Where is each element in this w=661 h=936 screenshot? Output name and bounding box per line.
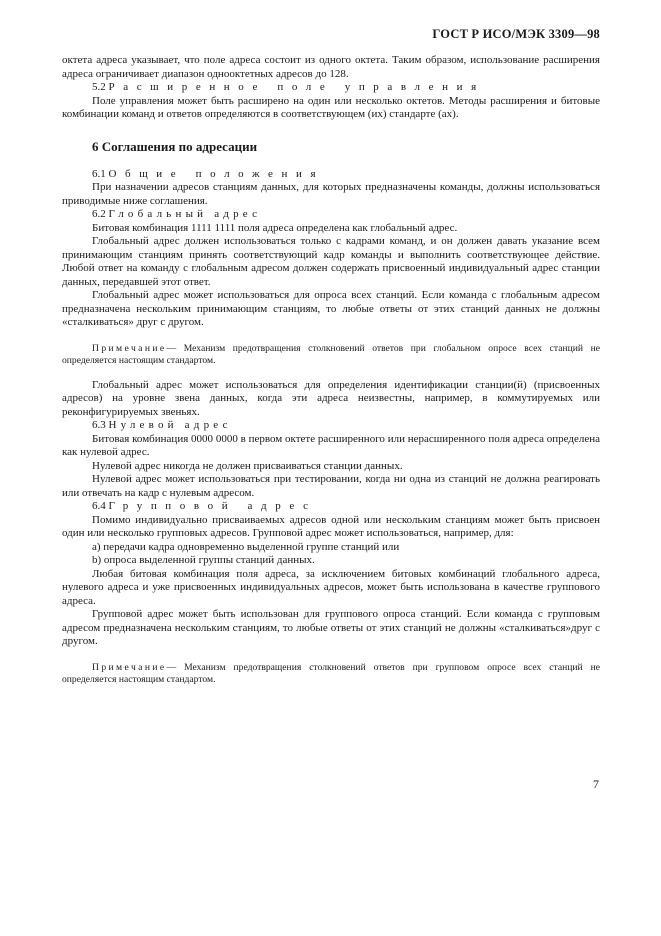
note-text: — Механизм предотвращения столкновений ответов при групповом опросе всех станций не определяется настоящим стандартом. — [62, 661, 600, 685]
note — [62, 662, 600, 686]
subsection-heading-6-3 — [62, 419, 600, 433]
paragraph: Поле управления может быть расширено на один или несколько октетов. Методы расширения и битовые комбинации команд и ответов определяются в соответствующем (их) стандарте (ах). — [62, 94, 600, 120]
paragraph: октета адреса указывает, что поле адреса состоит из одного октета. Таким образом, использование расширения адреса ограничивает диапазон однооктетных адресов до 128. — [62, 54, 600, 80]
paragraph: Битовая комбинация 1111 1111 поля адреса определена как глобальный адрес. — [92, 221, 458, 234]
subsection-title: Нулевой адрес — [108, 419, 232, 431]
paragraph: Помимо индивидуально присваиваемых адресов одной или нескольким станциям может быть присвоен один или несколько групповых адресов. Групповой адрес может использоваться, например, для: — [62, 513, 600, 539]
paragraph: Нулевой адрес может использоваться при тестировании, когда ни одна из станций не должна реагировать или отвечать на кадр с нулевым адресом. — [62, 473, 600, 499]
subsection-number: 6.2 — [92, 208, 106, 220]
subsection-title: Расширенное поле управления — [108, 81, 485, 93]
paragraph: Нулевой адрес никогда не должен присваиваться станции данных. — [92, 459, 403, 472]
subsection-heading-5-2 — [62, 81, 600, 95]
subsection-number: 6.1 — [92, 167, 106, 180]
note — [62, 343, 600, 367]
subsection-title: Глобальный адрес — [108, 208, 262, 220]
paragraph: Глобальный адрес должен использоваться только с кадрами команд, и он должен давать указание всем принимающим станциям принять соответствующий кадр команды и выполнить соответствующее действие. Любой ответ на команду с глобальным адресом должен содержать присвоенный индивидуальный адрес станции данных, передавшей этот ответ. — [62, 235, 600, 288]
subsection-heading-6-2 — [62, 208, 600, 222]
subsection-title: Групповой адрес — [108, 500, 317, 512]
note-text: — Механизм предотвращения столкновений ответов при глобальном опросе всех станций не определяется настоящим стандартом. — [62, 342, 600, 366]
subsection-number: 5.2 — [92, 81, 106, 93]
note-label: Примечание — [92, 661, 167, 673]
subsection-heading-6-4 — [62, 500, 600, 514]
note-label: Примечание — [92, 342, 167, 354]
paragraph: Глобальный адрес может использоваться для определения идентификации станции(й) (присвоенных адресов) на уровне звена данных, когда эти адреса неизвестны, например, в коммутируемых или реконфигурируемых звеньях. — [62, 378, 600, 418]
page-number: 7 — [593, 777, 599, 791]
section-heading-6: 6 Соглашения по адресации — [92, 138, 258, 154]
paragraph: Групповой адрес может быть использован для группового опроса станций. Если команда с групповым адресом предназначена нескольким станциям, то любые ответы от этих станций не должны «сталкиваться»друг с другом. — [62, 608, 600, 647]
paragraph: Битовая комбинация 0000 0000 в первом октете расширенного или нерасширенного поля адреса определена как нулевой адрес. — [62, 432, 600, 458]
paragraph: Глобальный адрес может использоваться для опроса всех станций. Если команда с глобальным адресом предназначена нескольким принимающим станциям, то любые ответы от этих станций данных не должны «сталкиваться» друг с другом. — [62, 289, 600, 328]
paragraph: Любая битовая комбинация поля адреса, за исключением битовых комбинаций глобального адреса, нулевого адреса и уже присвоенных индивидуальных адресов, может быть использована в качестве группового адреса. — [62, 567, 600, 607]
document-header: ГОСТ Р ИСО/МЭК 3309—98 — [432, 27, 600, 41]
list-item: b) опроса выделенной группы станций данных. — [92, 554, 315, 566]
document-body — [62, 54, 600, 698]
subsection-number: 6.4 — [92, 500, 106, 512]
subsection-heading-6-1 — [62, 168, 600, 182]
paragraph: При назначении адресов станциям данных, для которых предназначены команды, должны использоваться приводимые ниже соглашения. — [62, 181, 600, 207]
subsection-number: 6.3 — [92, 419, 106, 431]
list-item: a) передачи кадра одновременно выделенной группе станций или — [92, 540, 400, 553]
subsection-title: Общие положения — [108, 167, 325, 180]
